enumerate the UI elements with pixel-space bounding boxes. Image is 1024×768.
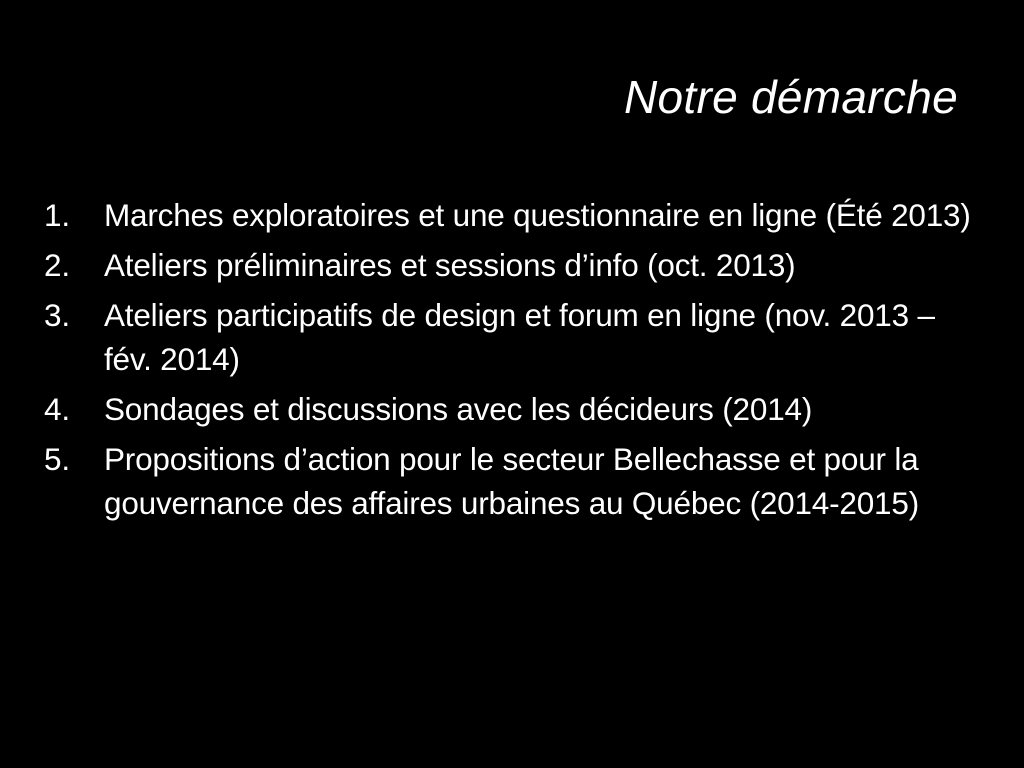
- list-item: [0, 437, 1024, 525]
- numbered-list: [0, 193, 1024, 531]
- list-item-number: 5.: [44, 441, 70, 477]
- list-item-number: 2.: [44, 247, 70, 283]
- list-item-number: 1.: [44, 197, 70, 233]
- list-item-number: 3.: [44, 297, 70, 333]
- list-item: [0, 387, 1024, 431]
- slide-title: Notre démarche: [623, 71, 958, 123]
- list-item-number: 4.: [44, 391, 70, 427]
- list-item-text: Ateliers préliminaires et sessions d’info (oct. 2013): [104, 247, 796, 283]
- list-item-text: Sondages et discussions avec les décideurs (2014): [104, 391, 813, 427]
- list-item: [0, 193, 1024, 237]
- list-item: [0, 293, 1024, 381]
- list-item-text: Marches exploratoires et une questionnaire en ligne (Été 2013): [104, 197, 971, 233]
- list-item-text: Propositions d’action pour le secteur Bellechasse et pour la gouvernance des affaires urbaines au Québec (2014-2015): [104, 441, 919, 521]
- list-item-text: Ateliers participatifs de design et forum en ligne (nov. 2013 – fév. 2014): [104, 297, 935, 377]
- list-item: [0, 243, 1024, 287]
